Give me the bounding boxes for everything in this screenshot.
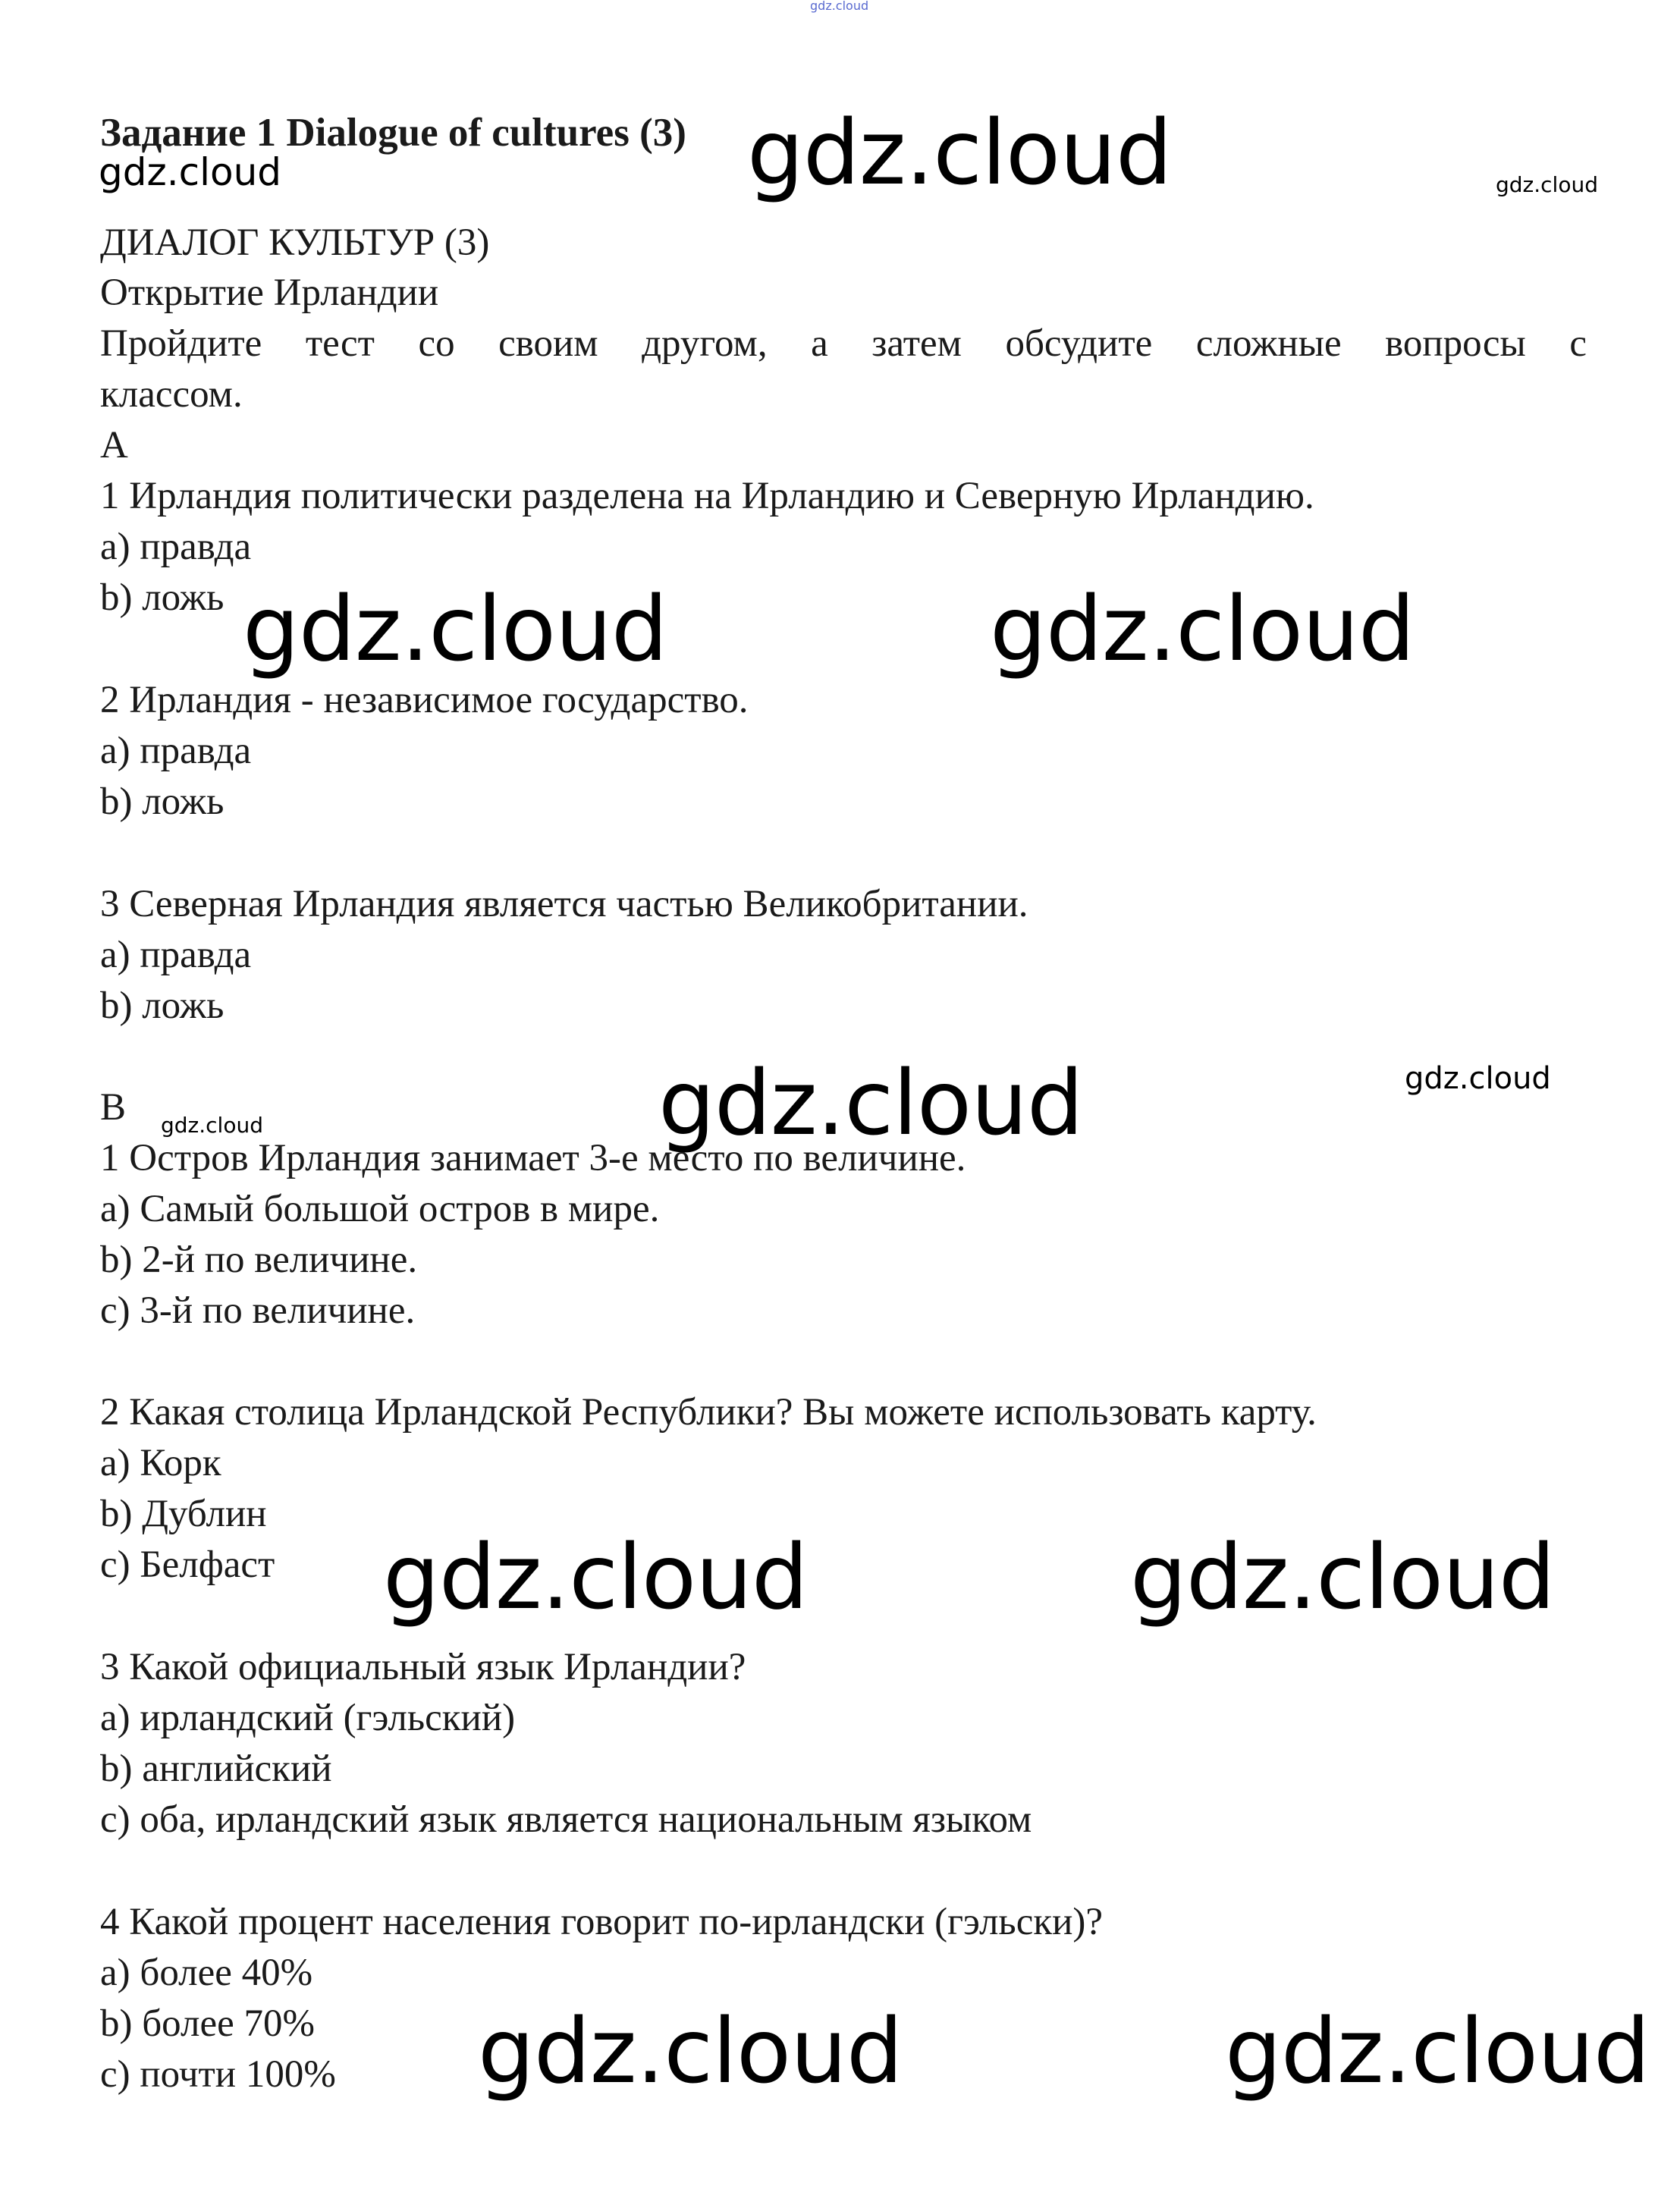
- watermark: gdz.cloud: [478, 1999, 903, 2103]
- section-b-label: В: [100, 1086, 127, 1129]
- watermark: gdz.cloud: [1405, 1061, 1551, 1096]
- header-watermark: gdz.cloud: [810, 0, 869, 13]
- watermark: gdz.cloud: [990, 576, 1415, 681]
- answer-option: с) Белфаст: [100, 1544, 275, 1586]
- answer-option: b) 2-й по величине.: [100, 1239, 418, 1281]
- question-b3: 3 Какой официальный язык Ирландии?: [100, 1646, 746, 1688]
- watermark: gdz.cloud: [161, 1113, 263, 1138]
- answer-option: а) ирландский (гэльский): [100, 1697, 516, 1739]
- task-title: Задание 1 Dialogue of cultures (3): [100, 111, 686, 155]
- instruction-line: Пройдите тест со своим другом, а затем обсудите сложные вопросы с: [100, 322, 1587, 365]
- answer-option: а) правда: [100, 730, 252, 772]
- watermark: gdz.cloud: [747, 100, 1172, 205]
- answer-option: b) Дублин: [100, 1493, 267, 1535]
- instruction-line: классом.: [100, 373, 243, 416]
- answer-option: а) более 40%: [100, 1952, 313, 1994]
- answer-option: а) правда: [100, 526, 252, 568]
- heading: Открытие Ирландии: [100, 272, 439, 314]
- answer-option: b) более 70%: [100, 2002, 315, 2045]
- answer-option: b) ложь: [100, 576, 225, 619]
- watermark: gdz.cloud: [243, 576, 667, 681]
- watermark: gdz.cloud: [1225, 1999, 1650, 2103]
- watermark: gdz.cloud: [1130, 1525, 1555, 1629]
- answer-option: с) 3-й по величине.: [100, 1289, 416, 1332]
- answer-option: а) правда: [100, 934, 252, 976]
- subtitle: ДИАЛОГ КУЛЬТУР (3): [100, 221, 490, 264]
- answer-option: а) Самый большой остров в мире.: [100, 1188, 660, 1230]
- question-b1: 1 Остров Ирландия занимает 3-е место по величине.: [100, 1137, 966, 1179]
- question-a3: 3 Северная Ирландия является частью Великобритании.: [100, 883, 1028, 925]
- answer-option: с) почти 100%: [100, 2053, 336, 2096]
- watermark: gdz.cloud: [658, 1051, 1083, 1155]
- watermark: gdz.cloud: [383, 1525, 808, 1629]
- answer-option: а) Корк: [100, 1442, 221, 1484]
- answer-option: b) английский: [100, 1748, 332, 1790]
- answer-option: b) ложь: [100, 780, 225, 823]
- question-a2: 2 Ирландия - независимое государство.: [100, 679, 749, 721]
- watermark: gdz.cloud: [99, 150, 282, 194]
- watermark: gdz.cloud: [1496, 172, 1598, 197]
- section-a-label: А: [100, 424, 128, 466]
- answer-option: с) оба, ирландский язык является национальным языком: [100, 1798, 1032, 1841]
- question-a1: 1 Ирландия политически разделена на Ирландию и Северную Ирландию.: [100, 475, 1314, 517]
- question-b4: 4 Какой процент населения говорит по-ирландски (гэльски)?: [100, 1901, 1104, 1943]
- question-b2: 2 Какая столица Ирландской Республики? Вы можете использовать карту.: [100, 1391, 1317, 1434]
- answer-option: b) ложь: [100, 985, 225, 1027]
